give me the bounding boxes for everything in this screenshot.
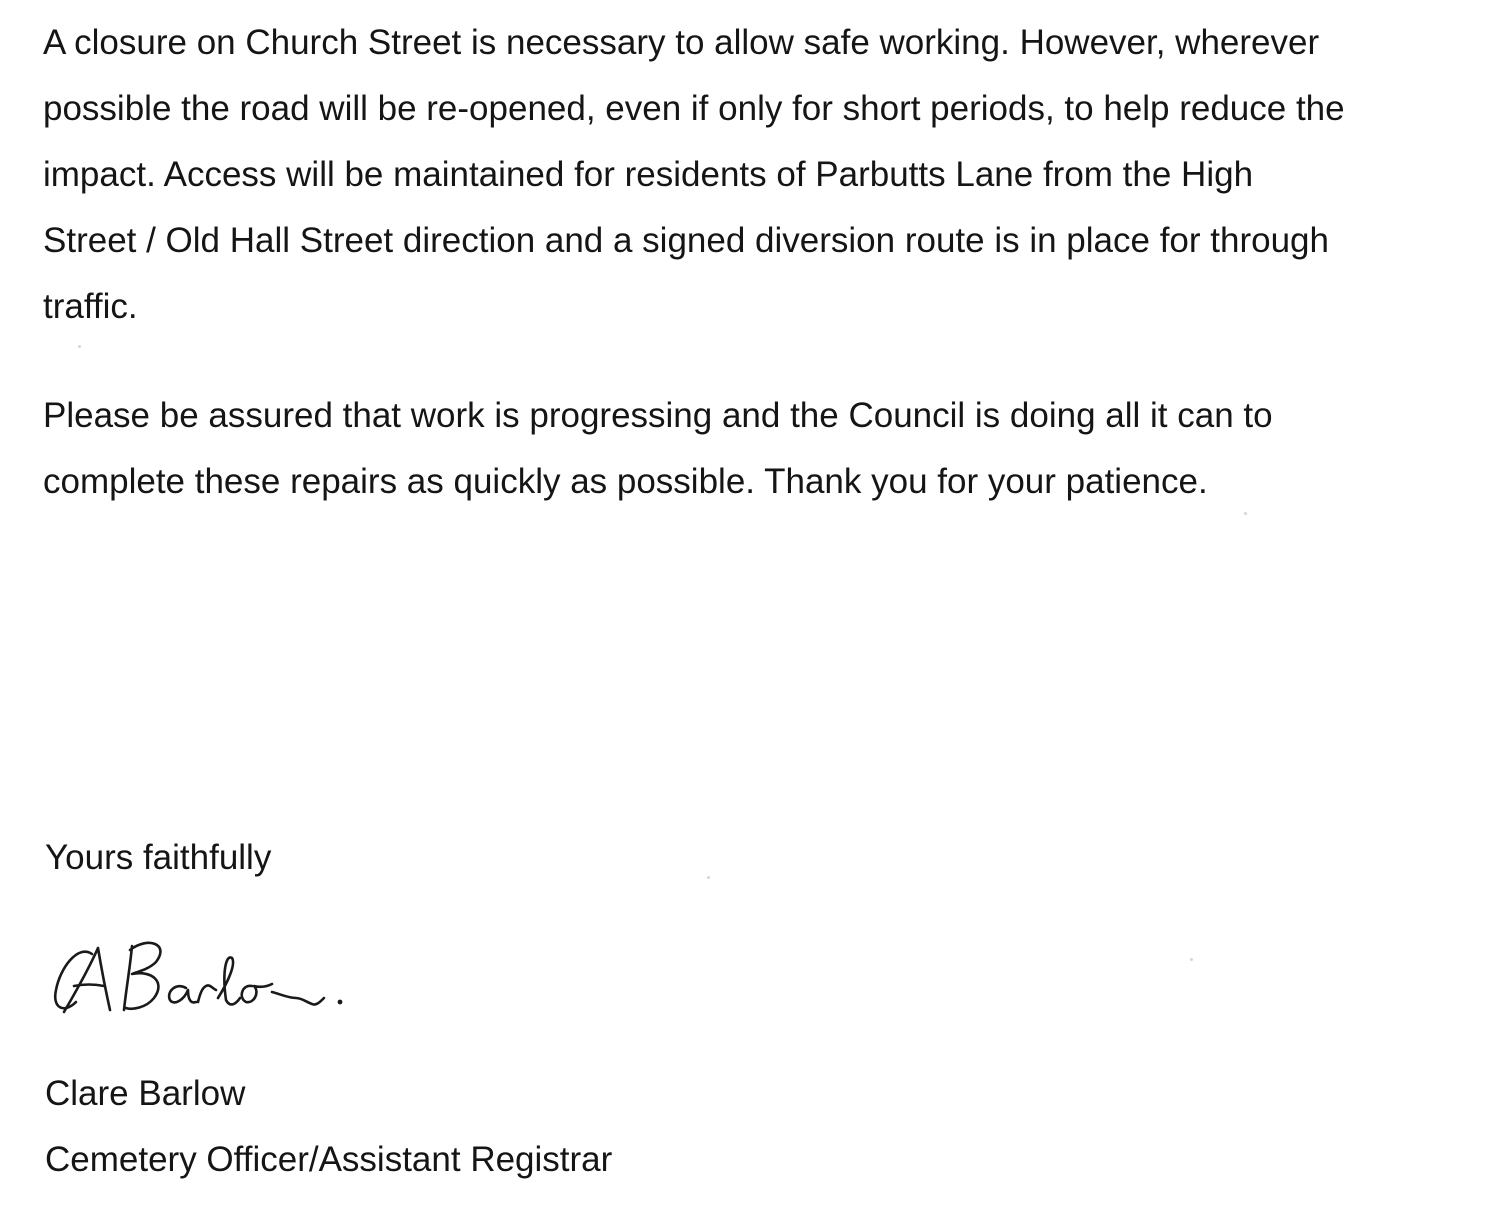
text-line: Street / Old Hall Street direction and a signed diversion route is in place for through [43, 221, 1329, 260]
text-line: A closure on Church Street is necessary to allow safe working. However, wherever [43, 23, 1320, 62]
text-line: impact. Access will be maintained for residents of Parbutts Lane from the High [43, 155, 1254, 194]
text-line: Please be assured that work is progressing and the Council is doing all it can to [43, 396, 1273, 435]
text-line: possible the road will be re-opened, even if only for short periods, to help reduce the [43, 89, 1345, 128]
signature-stroke [218, 957, 240, 1004]
signature-stroke [55, 952, 92, 1009]
signer-name: Clare Barlow [45, 1074, 246, 1113]
signer-title: Cemetery Officer/Assistant Registrar [45, 1140, 613, 1179]
signature-dot [338, 1000, 343, 1005]
signature-stroke [124, 946, 132, 1010]
signature-stroke [74, 985, 104, 987]
scan-speck [78, 345, 81, 348]
closing-salutation: Yours faithfully [45, 838, 272, 877]
scan-speck [1190, 958, 1193, 961]
signature-stroke [169, 986, 196, 1002]
signature-stroke [242, 984, 272, 1002]
scan-speck [1244, 512, 1247, 515]
text-line: traffic. [43, 287, 138, 326]
signature-stroke [272, 992, 324, 1005]
paragraph-road-closure [43, 10, 1483, 340]
handwritten-signature [40, 928, 420, 1028]
signature-stroke [198, 985, 216, 1002]
scan-speck [707, 876, 710, 879]
text-line: complete these repairs as quickly as possible. Thank you for your patience. [43, 462, 1208, 501]
paragraph-assurance [43, 383, 1483, 515]
